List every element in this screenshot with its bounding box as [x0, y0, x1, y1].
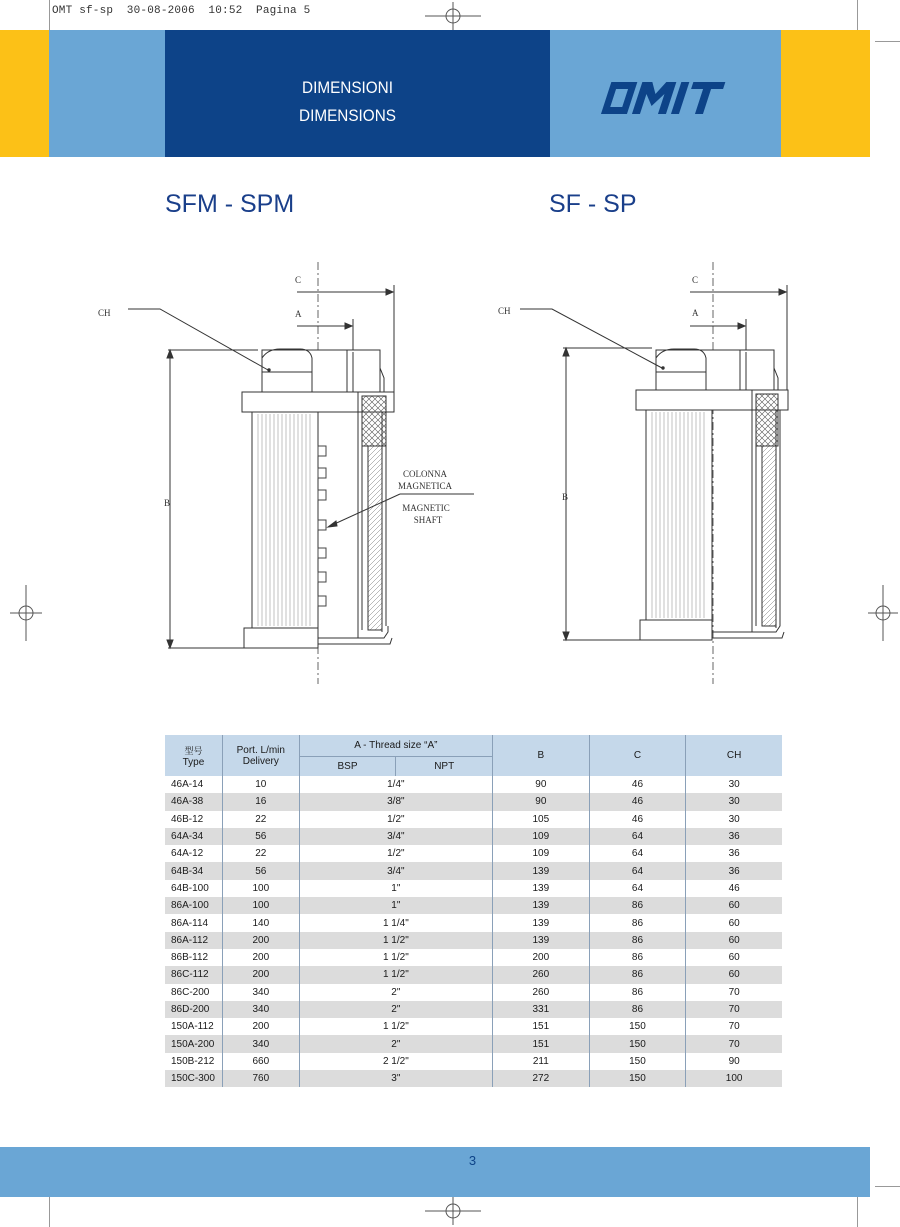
dim-label-c-right: C	[692, 275, 699, 285]
table-row	[165, 1035, 782, 1052]
cell-port: 56	[222, 862, 299, 879]
cell-ch: 60	[686, 897, 782, 914]
dim-label-b-left: B	[164, 498, 171, 508]
cell-type: 46A-14	[165, 776, 222, 793]
dim-label-ch-left: CH	[98, 308, 111, 318]
cell-b: 90	[493, 793, 590, 810]
cell-port: 340	[222, 984, 299, 1001]
table-row	[165, 793, 782, 810]
cell-b: 151	[493, 1018, 590, 1035]
cell-port: 340	[222, 1001, 299, 1018]
col-header-c: C	[589, 735, 686, 776]
col-header-ch: CH	[686, 735, 782, 776]
cell-ch: 36	[686, 862, 782, 879]
col-header-port: Port. L/min Delivery	[222, 735, 299, 776]
cell-type: 86A-114	[165, 914, 222, 931]
title-sfm-spm: SFM - SPM	[165, 190, 295, 218]
table-row	[165, 1001, 782, 1018]
cell-thread: 1"	[299, 880, 492, 897]
cell-b: 139	[493, 914, 590, 931]
omt-logo	[598, 80, 730, 116]
table-row	[165, 828, 782, 845]
cell-b: 139	[493, 862, 590, 879]
cell-type: 46B-12	[165, 811, 222, 828]
cell-ch: 46	[686, 880, 782, 897]
col-header-bsp: BSP	[299, 756, 396, 776]
cell-thread: 3"	[299, 1070, 492, 1087]
cell-ch: 70	[686, 1035, 782, 1052]
registration-mark-right	[866, 580, 900, 646]
dimensions-table	[165, 735, 782, 1087]
cell-ch: 60	[686, 966, 782, 983]
cell-c: 86	[589, 914, 686, 931]
cell-port: 760	[222, 1070, 299, 1087]
cell-port: 16	[222, 793, 299, 810]
cell-ch: 70	[686, 1018, 782, 1035]
col-header-type: 型号 Type	[165, 735, 222, 776]
table-row	[165, 1018, 782, 1035]
cell-thread: 1/2"	[299, 811, 492, 828]
dim-label-a-left: A	[295, 309, 302, 319]
cell-ch: 100	[686, 1070, 782, 1087]
cell-b: 272	[493, 1070, 590, 1087]
cell-ch: 70	[686, 984, 782, 1001]
cell-thread: 1 1/2"	[299, 932, 492, 949]
table-row	[165, 845, 782, 862]
cell-port: 56	[222, 828, 299, 845]
cell-b: 105	[493, 811, 590, 828]
cell-type: 64B-34	[165, 862, 222, 879]
header-title	[183, 74, 512, 130]
cell-thread: 2"	[299, 1001, 492, 1018]
cell-c: 86	[589, 949, 686, 966]
col-header-b: B	[493, 735, 590, 776]
registration-mark-bottom	[420, 1197, 486, 1227]
cell-ch: 60	[686, 949, 782, 966]
table-row	[165, 984, 782, 1001]
table-row	[165, 1053, 782, 1070]
cell-b: 90	[493, 776, 590, 793]
cell-port: 200	[222, 1018, 299, 1035]
cell-thread: 1 1/2"	[299, 966, 492, 983]
callout-magnetic: MAGNETIC	[402, 503, 450, 513]
cell-b: 139	[493, 897, 590, 914]
table-row	[165, 862, 782, 879]
table-row	[165, 1070, 782, 1087]
cell-c: 64	[589, 845, 686, 862]
cell-b: 109	[493, 828, 590, 845]
cell-port: 10	[222, 776, 299, 793]
header-title-en: DIMENSIONS	[299, 106, 396, 125]
col-header-thread: A - Thread size “A”	[299, 735, 492, 756]
cell-port: 100	[222, 897, 299, 914]
cell-type: 150A-112	[165, 1018, 222, 1035]
cell-b: 200	[493, 949, 590, 966]
cell-port: 200	[222, 949, 299, 966]
cell-b: 139	[493, 932, 590, 949]
cell-thread: 1 1/2"	[299, 1018, 492, 1035]
cell-c: 46	[589, 793, 686, 810]
cell-c: 86	[589, 932, 686, 949]
cell-port: 200	[222, 932, 299, 949]
cell-c: 150	[589, 1070, 686, 1087]
callout-magnetica: MAGNETICA	[398, 481, 452, 491]
cell-thread: 1 1/4"	[299, 914, 492, 931]
cell-thread: 1/4"	[299, 776, 492, 793]
title-sf-sp: SF - SP	[549, 190, 637, 218]
cell-port: 200	[222, 966, 299, 983]
cell-thread: 1/2"	[299, 845, 492, 862]
cell-type: 64A-34	[165, 828, 222, 845]
print-slug: OMT sf-sp 30-08-2006 10:52 Pagina 5	[52, 5, 311, 17]
cell-ch: 36	[686, 845, 782, 862]
cell-b: 331	[493, 1001, 590, 1018]
cell-ch: 30	[686, 793, 782, 810]
cell-thread: 3/4"	[299, 862, 492, 879]
cell-b: 109	[493, 845, 590, 862]
col-header-npt: NPT	[396, 756, 493, 776]
cell-c: 64	[589, 880, 686, 897]
table-row	[165, 932, 782, 949]
cell-b: 151	[493, 1035, 590, 1052]
cell-thread: 2 1/2"	[299, 1053, 492, 1070]
cell-c: 86	[589, 897, 686, 914]
callout-colonna: COLONNA	[403, 469, 447, 479]
cell-c: 64	[589, 862, 686, 879]
cell-thread: 1 1/2"	[299, 949, 492, 966]
cell-type: 86A-100	[165, 897, 222, 914]
header-title-it: DIMENSIONI	[302, 78, 393, 97]
cell-type: 86B-112	[165, 949, 222, 966]
cell-b: 139	[493, 880, 590, 897]
table-row	[165, 949, 782, 966]
cell-c: 46	[589, 811, 686, 828]
cell-port: 660	[222, 1053, 299, 1070]
cell-thread: 2"	[299, 984, 492, 1001]
callout-shaft: SHAFT	[413, 515, 443, 525]
table-row	[165, 880, 782, 897]
cell-c: 150	[589, 1053, 686, 1070]
table-row	[165, 776, 782, 793]
cell-type: 46A-38	[165, 793, 222, 810]
cell-thread: 2"	[299, 1035, 492, 1052]
table-row	[165, 811, 782, 828]
table-row	[165, 966, 782, 983]
table-row	[165, 914, 782, 931]
cell-thread: 3/4"	[299, 828, 492, 845]
cell-c: 86	[589, 1001, 686, 1018]
dim-label-ch-right: CH	[498, 306, 511, 316]
cell-ch: 70	[686, 1001, 782, 1018]
registration-mark-left	[8, 580, 44, 646]
cell-ch: 60	[686, 914, 782, 931]
cell-c: 64	[589, 828, 686, 845]
table-row	[165, 897, 782, 914]
registration-mark-top	[420, 0, 486, 30]
filter-technical-drawing	[80, 255, 820, 695]
cell-thread: 3/8"	[299, 793, 492, 810]
cell-c: 86	[589, 984, 686, 1001]
dim-label-c-left: C	[295, 275, 302, 285]
cell-type: 86A-112	[165, 932, 222, 949]
cell-type: 86D-200	[165, 1001, 222, 1018]
cell-ch: 30	[686, 811, 782, 828]
cell-ch: 30	[686, 776, 782, 793]
cell-c: 86	[589, 966, 686, 983]
page-number: 3	[468, 1153, 477, 1168]
cell-thread: 1"	[299, 897, 492, 914]
cell-type: 150A-200	[165, 1035, 222, 1052]
cell-c: 46	[589, 776, 686, 793]
dim-label-b-right: B	[562, 492, 569, 502]
cell-type: 86C-200	[165, 984, 222, 1001]
cell-type: 150C-300	[165, 1070, 222, 1087]
cell-port: 340	[222, 1035, 299, 1052]
cell-port: 22	[222, 845, 299, 862]
cell-c: 150	[589, 1018, 686, 1035]
cell-ch: 36	[686, 828, 782, 845]
cell-ch: 90	[686, 1053, 782, 1070]
cell-b: 260	[493, 984, 590, 1001]
cell-port: 22	[222, 811, 299, 828]
cell-type: 64A-12	[165, 845, 222, 862]
dim-label-a-right: A	[692, 308, 699, 318]
cell-ch: 60	[686, 932, 782, 949]
cell-type: 86C-112	[165, 966, 222, 983]
cell-port: 140	[222, 914, 299, 931]
cell-c: 150	[589, 1035, 686, 1052]
cell-b: 260	[493, 966, 590, 983]
cell-type: 150B-212	[165, 1053, 222, 1070]
cell-type: 64B-100	[165, 880, 222, 897]
cell-port: 100	[222, 880, 299, 897]
cell-b: 211	[493, 1053, 590, 1070]
